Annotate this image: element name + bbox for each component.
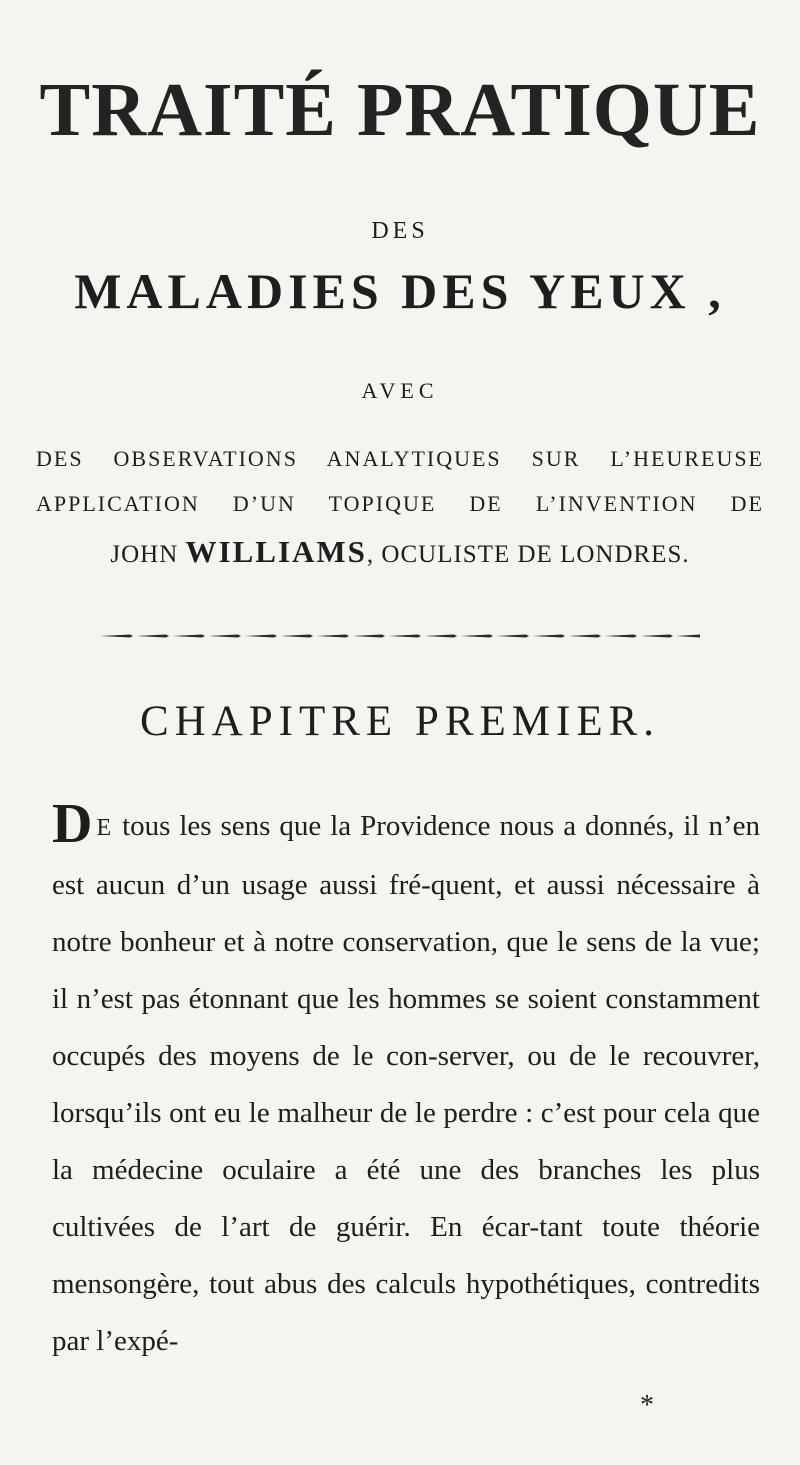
body-paragraph <box>52 793 760 1370</box>
author-first-name: JOHN <box>110 541 186 568</box>
avec-label: AVEC <box>361 378 439 403</box>
signature-mark: * <box>640 1390 654 1421</box>
page-title: TRAITÉ PRATIQUE <box>39 68 761 152</box>
page-subtitle: MALADIES DES YEUX , <box>74 263 726 319</box>
drop-cap: D <box>52 793 93 855</box>
observations-line-3 <box>36 534 764 570</box>
author-description: , OCULISTE DE LONDRES. <box>366 541 690 568</box>
observations-line-1: DES OBSERVATIONS ANALYTIQUES SUR L’HEUREUSE <box>36 446 764 471</box>
body-text: tous les sens que la Providence nous a donnés, il n’en est aucun d’un usage aussi fré-quent, et aussi nécessaire à notre bonheur et à notre conservation, que le sens de la vue; il n’est pas étonnant que les hommes se soient constamment occupés des moyens de le con-server, ou de le recouvrer, lorsqu’ils ont eu le malheur de le perdre : c’est pour cela que la médecine oculaire a été une des branches les plus cultivées de l’art de guérir. En écar-tant toute théorie mensongère, tout abus des calculs hypothétiques, contredits par l’expé- <box>52 810 760 1357</box>
title-connector: DES <box>371 218 429 244</box>
observations-line-2: APPLICATION D’UN TOPIQUE DE L’INVENTION DE <box>36 491 764 516</box>
decorative-rule <box>100 633 700 639</box>
chapter-heading: CHAPITRE PREMIER. <box>139 698 661 745</box>
author-surname: WILLIAMS <box>185 534 367 569</box>
first-word-rest: E <box>96 815 114 841</box>
